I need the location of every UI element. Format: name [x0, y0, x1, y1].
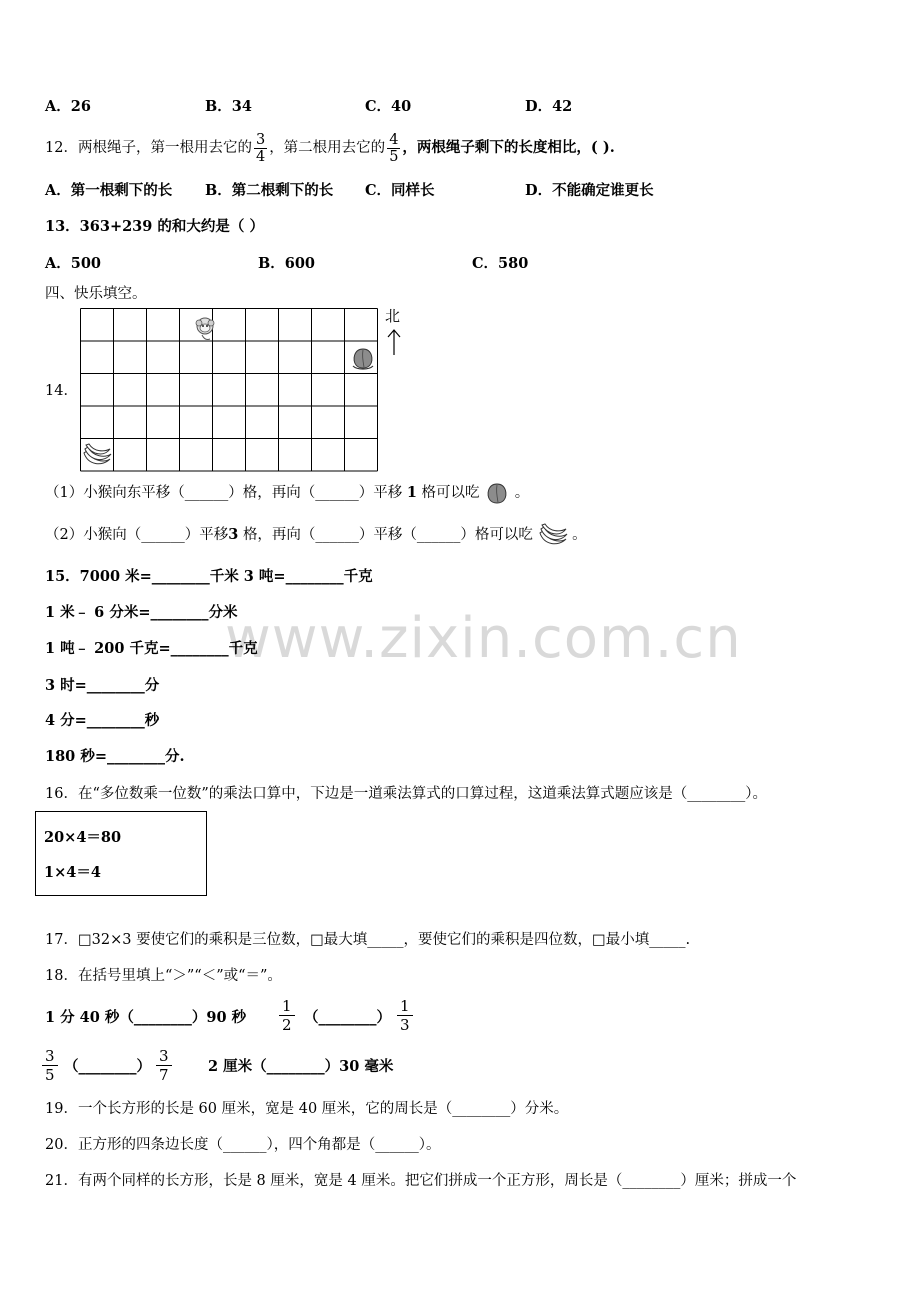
q18-r2f1-den: 5	[42, 1065, 58, 1084]
section-heading: 四、快乐填空。	[45, 286, 147, 302]
q12-mid: ，第二根用去它的	[269, 140, 386, 156]
q12-option-b: B．第二根剩下的长	[205, 182, 334, 199]
north-label: 北	[385, 307, 401, 325]
q11-option-d: D．42	[525, 98, 573, 115]
q14-number: 14．	[45, 383, 78, 399]
q12-f2-den: 5	[389, 148, 399, 165]
q11-option-a: A．26	[45, 98, 91, 115]
q14-l2-a: （2）小猴向（______）平移	[45, 527, 229, 543]
q14-l1-c: 格可以吃	[421, 485, 480, 501]
q15-line-2: 1 米﹣ 6 分米=________分米	[45, 604, 238, 621]
q13-option-b: B．600	[258, 255, 316, 272]
q16-box-line-1: 20×4＝80	[44, 829, 122, 846]
q12-f2-num: 4	[389, 131, 399, 148]
north-arrow-icon	[386, 328, 402, 356]
q12-fraction-2	[387, 132, 400, 165]
q18-row2-blank: （________）	[64, 1058, 151, 1075]
q13-option-c: C．580	[472, 255, 529, 272]
q14-l2-b: 3	[228, 526, 239, 543]
q17-question: 17．□32×3 要使它们的乘积是三位数，□最大填_____，要使它们的乘积是四位数，□最小填_____.	[45, 932, 691, 948]
q18-row2-fraction-1	[42, 1047, 58, 1084]
q12-fraction-1	[254, 132, 267, 165]
q12-prefix: 12．两根绳子，第一根用去它的	[45, 140, 252, 156]
q18-r1f2-den: 3	[397, 1015, 413, 1034]
q13-option-a: A．500	[45, 255, 102, 272]
q14-l1-a: （1）小猴向东平移（______）格，再向（______）平移	[45, 485, 403, 501]
watermark: www.zixin.com.cn	[225, 606, 742, 671]
q15-line-6: 180 秒=________分.	[45, 748, 185, 765]
q12-f1-num: 3	[255, 131, 266, 148]
q18-row1-fraction-1	[279, 997, 295, 1034]
q15-line-5: 4 分=________秒	[45, 712, 160, 729]
q14-l2-d: 。	[572, 527, 587, 543]
q11-option-c: C．40	[365, 98, 412, 115]
q18-r1f1-num: 1	[282, 997, 292, 1015]
q18-r2f1-num: 3	[45, 1047, 55, 1065]
peach-icon	[353, 349, 373, 369]
q12-option-d: D．不能确定谁更长	[525, 182, 654, 199]
q14-l1-d: 。	[514, 485, 530, 501]
monkey-icon	[196, 318, 214, 340]
banana-icon	[84, 444, 111, 464]
peach-icon	[484, 481, 510, 505]
q14-l2-c: 格，再向（______）平移（______）格可以吃	[242, 527, 533, 543]
q12-suffix: ，两根绳子剩下的长度相比，( ).	[402, 139, 615, 156]
q12-f1-den: 4	[255, 148, 266, 165]
q14-grid	[80, 308, 420, 478]
q15-line-1: 15．7000 米=________千米 3 吨=________千克	[45, 568, 373, 585]
q18-r2f2-den: 7	[156, 1065, 172, 1084]
q12-question	[45, 128, 615, 168]
q18-row1-left: 1 分 40 秒（________）90 秒	[45, 1009, 247, 1026]
banana-icon	[538, 523, 568, 547]
q12-option-c: C．同样长	[365, 182, 435, 199]
q11-option-b: B．34	[205, 98, 252, 115]
q18-r1f2-num: 1	[400, 997, 410, 1015]
q19-question: 19．一个长方形的长是 60 厘米，宽是 40 厘米，它的周长是（________）分米。	[45, 1101, 569, 1117]
q18-r2f2-num: 3	[159, 1047, 169, 1065]
q18-question: 18．在括号里填上“＞”“＜”或“＝”。	[45, 968, 282, 984]
q16-question: 16．在“多位数乘一位数”的乘法口算中，下边是一道乘法算式的口算过程，这道乘法算式题应该是（________）。	[45, 786, 768, 802]
q16-calculation-box	[35, 811, 207, 896]
q18-row2-fraction-2	[156, 1047, 172, 1084]
q18-row1-fraction-2	[397, 997, 413, 1034]
q18-r1f1-den: 2	[279, 1015, 295, 1034]
q14-line-1	[45, 481, 529, 505]
q18-row1-blank: （________）	[304, 1009, 391, 1026]
q14-line-2	[45, 523, 587, 547]
q13-question: 13．363+239 的和大约是（ ）	[45, 218, 264, 235]
q14-l1-b: 1	[406, 484, 417, 501]
q15-line-3: 1 吨﹣ 200 千克=________千克	[45, 640, 258, 657]
q21-question: 21．有两个同样的长方形，长是 8 厘米，宽是 4 厘米。把它们拼成一个正方形，周长是（________）厘米；拼成一个	[45, 1173, 797, 1189]
q18-row2-right: 2 厘米（________）30 毫米	[208, 1058, 394, 1075]
q12-option-a: A．第一根剩下的长	[45, 182, 173, 199]
q20-question: 20．正方形的四条边长度（______），四个角都是（______）。	[45, 1137, 441, 1153]
q15-line-4: 3 时=________分	[45, 677, 160, 694]
q16-box-line-2: 1×4＝4	[44, 864, 101, 881]
